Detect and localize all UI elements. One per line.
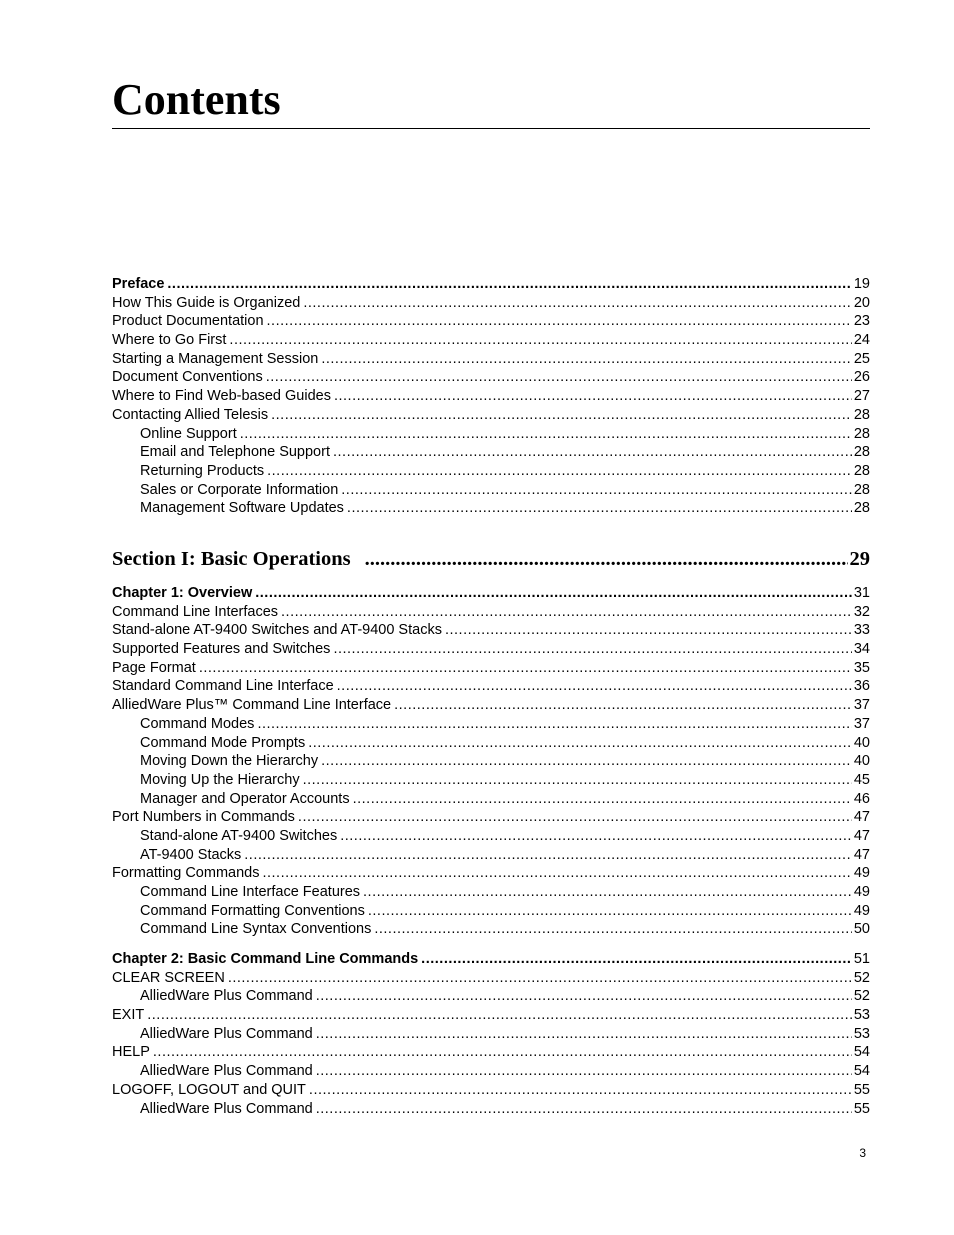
toc-entry[interactable] xyxy=(112,969,870,988)
toc-leader-dots xyxy=(309,1081,852,1100)
toc-entry-page: 35 xyxy=(853,659,870,676)
toc-entry[interactable] xyxy=(112,846,870,865)
toc-entry-page: 31 xyxy=(853,585,870,601)
toc-leader-dots xyxy=(368,902,852,921)
toc-entry-page: 53 xyxy=(853,1025,870,1042)
toc-leader-dots xyxy=(321,752,852,771)
toc-leader-dots xyxy=(240,425,852,444)
toc-leader-dots xyxy=(421,950,852,969)
toc-leader-dots xyxy=(316,1025,852,1044)
toc-entry[interactable] xyxy=(112,406,870,425)
toc-leader-dots xyxy=(347,499,852,518)
toc-entry[interactable] xyxy=(112,902,870,921)
toc-entry-page: 49 xyxy=(853,902,870,919)
toc-entry[interactable] xyxy=(112,425,870,444)
toc-entry-label: Sales or Corporate Information xyxy=(140,481,339,498)
toc-entry[interactable] xyxy=(112,368,870,387)
toc-entry-page: 54 xyxy=(853,1044,870,1061)
toc-entry-page: 28 xyxy=(853,425,870,442)
toc-leader-dots xyxy=(316,1062,852,1081)
toc-entry[interactable] xyxy=(112,1100,870,1119)
toc-leader-dots xyxy=(262,864,851,883)
toc-entry[interactable] xyxy=(112,462,870,481)
toc-entry-label: Page Format xyxy=(112,659,196,676)
toc-entry-label: Returning Products xyxy=(140,462,265,479)
toc-entry[interactable] xyxy=(112,808,870,827)
toc-entry-label: Preface xyxy=(112,276,165,292)
toc-entry-label: AlliedWare Plus Command xyxy=(140,1100,313,1117)
toc-entry-page: 32 xyxy=(853,603,870,620)
toc-entry[interactable] xyxy=(112,603,870,622)
toc-leader-dots xyxy=(308,734,852,753)
toc-leader-dots xyxy=(341,481,852,500)
toc-entry[interactable] xyxy=(112,1043,870,1062)
toc-entry-page: 45 xyxy=(853,771,870,788)
toc-entry[interactable] xyxy=(112,443,870,462)
toc-entry[interactable] xyxy=(112,771,870,790)
toc-entry-label: Moving Down the Hierarchy xyxy=(140,753,319,770)
toc-entry-page: 53 xyxy=(853,1007,870,1024)
toc-entry-page: 26 xyxy=(853,369,870,386)
toc-leader-dots xyxy=(321,350,852,369)
toc-leader-dots xyxy=(229,331,851,350)
toc-entry-label: Contacting Allied Telesis xyxy=(112,406,269,423)
toc-leader-dots xyxy=(445,621,852,640)
toc-entry[interactable] xyxy=(112,1006,870,1025)
toc-entry[interactable] xyxy=(112,481,870,500)
toc-chapter1-block xyxy=(112,584,870,939)
toc-entry-page: 52 xyxy=(853,969,870,986)
title-rule xyxy=(112,128,870,129)
toc-chapter-entry[interactable] xyxy=(112,950,870,969)
toc-entry-label: HELP xyxy=(112,1044,150,1061)
toc-entry-label: CLEAR SCREEN xyxy=(112,969,225,986)
toc-entry-label: Stand-alone AT-9400 Switches xyxy=(140,827,338,844)
toc-leader-dots xyxy=(153,1043,852,1062)
toc-entry[interactable] xyxy=(112,734,870,753)
toc-entry-page: 20 xyxy=(853,294,870,311)
toc-leader-dots xyxy=(316,987,852,1006)
toc-chapter-entry[interactable] xyxy=(112,275,870,294)
toc-entry-page: 49 xyxy=(853,865,870,882)
toc-entry-label: EXIT xyxy=(112,1007,145,1024)
toc-entry-page: 40 xyxy=(853,734,870,751)
toc-section-label: Section I: Basic Operations xyxy=(112,548,351,570)
toc-entry-label: LOGOFF, LOGOUT and QUIT xyxy=(112,1081,306,1098)
toc-leader-dots xyxy=(298,808,852,827)
toc-section-page: 29 xyxy=(849,548,870,570)
toc-entry-page: 52 xyxy=(853,988,870,1005)
toc-leader-dots xyxy=(167,275,851,294)
toc-entry-page: 28 xyxy=(853,406,870,423)
toc-entry-label: Port Numbers in Commands xyxy=(112,809,295,826)
toc-entry-page: 28 xyxy=(853,481,870,498)
toc-entry-page: 36 xyxy=(853,678,870,695)
page-number: 3 xyxy=(859,1146,866,1160)
toc-entry[interactable] xyxy=(112,920,870,939)
toc-entry[interactable] xyxy=(112,987,870,1006)
toc-entry-page: 27 xyxy=(853,388,870,405)
toc-entry[interactable] xyxy=(112,1025,870,1044)
toc-leader-dots xyxy=(394,696,852,715)
toc-entry-page: 28 xyxy=(853,444,870,461)
toc-entry[interactable] xyxy=(112,640,870,659)
toc-leader-dots xyxy=(333,640,851,659)
toc-entry-label: Standard Command Line Interface xyxy=(112,678,334,695)
toc-entry-label: Command Mode Prompts xyxy=(140,734,306,751)
toc-entry-page: 25 xyxy=(853,350,870,367)
toc-entry-page: 33 xyxy=(853,622,870,639)
toc-leader-dots xyxy=(303,771,852,790)
toc-entry[interactable] xyxy=(112,294,870,313)
toc-entry[interactable] xyxy=(112,677,870,696)
toc-entry-label: AlliedWare Plus Command xyxy=(140,1063,313,1080)
toc-leader-dots xyxy=(257,715,851,734)
toc-entry-label: AlliedWare Plus Command xyxy=(140,988,313,1005)
toc-entry-page: 55 xyxy=(853,1081,870,1098)
toc-entry-page: 24 xyxy=(853,332,870,349)
toc-entry-label: Online Support xyxy=(140,425,237,442)
toc-entry[interactable] xyxy=(112,696,870,715)
toc-entry-page: 28 xyxy=(853,462,870,479)
toc-entry-page: 47 xyxy=(853,827,870,844)
toc-entry-label: Where to Find Web-based Guides xyxy=(112,388,331,405)
toc-leader-dots xyxy=(255,584,852,603)
toc-entry-page: 54 xyxy=(853,1063,870,1080)
toc-entry-label: Manager and Operator Accounts xyxy=(140,790,350,807)
toc-entry-label: Command Line Syntax Conventions xyxy=(140,921,372,938)
toc-entry-label: How This Guide is Organized xyxy=(112,294,301,311)
toc-entry-label: Supported Features and Switches xyxy=(112,641,331,658)
toc-entry[interactable] xyxy=(112,790,870,809)
toc-entry[interactable] xyxy=(112,1081,870,1100)
toc-entry-label: AT-9400 Stacks xyxy=(140,846,242,863)
toc-entry-page: 23 xyxy=(853,313,870,330)
page-title: Contents xyxy=(112,75,281,124)
toc-entry-label: Chapter 1: Overview xyxy=(112,585,253,601)
toc-entry-label: Document Conventions xyxy=(112,369,263,386)
toc-entry-page: 50 xyxy=(853,921,870,938)
toc-entry[interactable] xyxy=(112,331,870,350)
toc-leader-dots xyxy=(199,659,852,678)
toc-leader-dots xyxy=(228,969,852,988)
toc-entry-label: Stand-alone AT-9400 Switches and AT-9400 Stacks xyxy=(112,622,442,639)
toc-entry-label: Management Software Updates xyxy=(140,500,344,517)
toc-entry-page: 47 xyxy=(853,846,870,863)
toc-entry[interactable] xyxy=(112,715,870,734)
toc-leader-dots xyxy=(363,883,852,902)
toc-entry-label: Chapter 2: Basic Command Line Commands xyxy=(112,951,419,967)
toc-entry-label: Command Formatting Conventions xyxy=(140,902,365,919)
toc-section-heading[interactable] xyxy=(112,546,870,572)
toc-entry[interactable] xyxy=(112,883,870,902)
toc-entry-page: 47 xyxy=(853,809,870,826)
toc-entry-label: Email and Telephone Support xyxy=(140,444,330,461)
toc-entry-label: AlliedWare Plus Command xyxy=(140,1025,313,1042)
toc-entry[interactable] xyxy=(112,659,870,678)
toc-leader-dots xyxy=(244,846,852,865)
toc-leader-dots xyxy=(374,920,852,939)
toc-entry-page: 34 xyxy=(853,641,870,658)
toc-entry-page: 55 xyxy=(853,1100,870,1117)
toc-entry-page: 28 xyxy=(853,500,870,517)
toc-chapter2-block xyxy=(112,950,870,1118)
toc-leader-dots xyxy=(267,312,852,331)
toc-leader-dots xyxy=(334,387,852,406)
toc-entry[interactable] xyxy=(112,752,870,771)
toc-preface-block xyxy=(112,275,870,518)
toc-entry[interactable] xyxy=(112,864,870,883)
toc-leader-dots xyxy=(340,827,852,846)
toc-entry-label: Command Line Interface Features xyxy=(140,884,361,900)
toc-entry-label: Product Documentation xyxy=(112,313,264,330)
toc-entry-page: 40 xyxy=(853,753,870,770)
toc-leader-dots xyxy=(266,368,852,387)
toc-chapter-entry[interactable] xyxy=(112,584,870,603)
toc-entry[interactable] xyxy=(112,312,870,331)
toc-entry-page: 49 xyxy=(853,884,870,900)
toc-leader-dots xyxy=(337,677,852,696)
toc-entry-label: Command Modes xyxy=(140,715,255,732)
toc-leader-dots xyxy=(147,1006,852,1025)
toc-leader-dots xyxy=(316,1100,852,1119)
toc-leader-dots xyxy=(303,294,852,313)
toc-entry[interactable] xyxy=(112,350,870,369)
toc-leader-dots xyxy=(271,406,852,425)
toc-entry-page: 46 xyxy=(853,790,870,807)
toc-leader-dots xyxy=(281,603,852,622)
toc-entry-page: 51 xyxy=(853,951,870,967)
toc-entry-label: Where to Go First xyxy=(112,332,227,349)
toc-leader-dots xyxy=(365,546,848,572)
toc-leader-dots xyxy=(333,443,852,462)
toc-entry-page: 37 xyxy=(853,715,870,732)
toc-entry-page: 19 xyxy=(853,276,870,292)
toc-entry[interactable] xyxy=(112,621,870,640)
toc-entry[interactable] xyxy=(112,827,870,846)
toc-entry[interactable] xyxy=(112,499,870,518)
toc-leader-dots xyxy=(267,462,852,481)
toc-entry-label: Formatting Commands xyxy=(112,865,260,882)
toc-entry-label: Starting a Management Session xyxy=(112,350,319,367)
toc-leader-dots xyxy=(353,790,852,809)
toc-entry-label: AlliedWare Plus™ Command Line Interface xyxy=(112,697,392,714)
toc-entry-label: Moving Up the Hierarchy xyxy=(140,771,300,788)
toc-entry[interactable] xyxy=(112,387,870,406)
toc-entry-label: Command Line Interfaces xyxy=(112,603,279,620)
toc-entry[interactable] xyxy=(112,1062,870,1081)
toc-entry-page: 37 xyxy=(853,697,870,714)
